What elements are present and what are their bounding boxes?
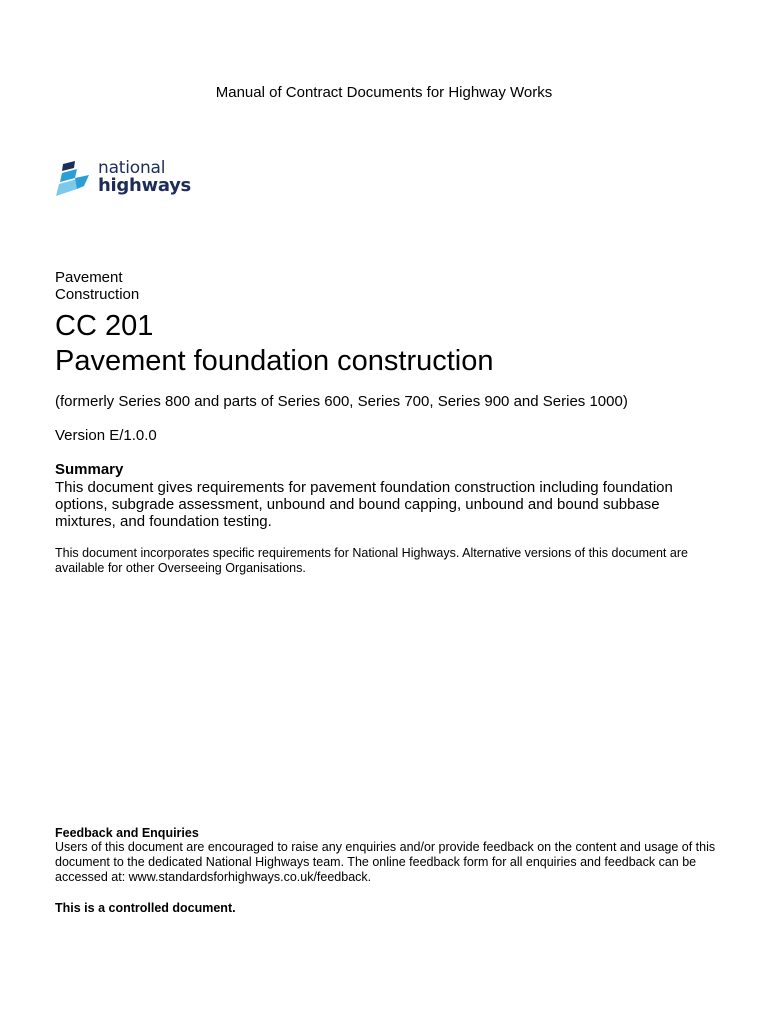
logo-mark-icon — [55, 158, 97, 202]
logo-text-highways: highways — [98, 175, 191, 196]
feedback-text: Users of this document are encouraged to raise any enquiries and/or provide feedback on the content and usage of this document to the dedicated National Highways team. The online feedback form for all enquiries and feedback can be accessed at: www.standardsforhighways.co.uk/feedback. — [55, 840, 716, 884]
formerly-note: (formerly Series 800 and parts of Series 600, Series 700, Series 900 and Series 1000) — [55, 393, 628, 410]
logo-text-national: national — [98, 158, 166, 178]
document-code: CC 201 — [55, 310, 154, 342]
document-title: Pavement foundation construction — [55, 345, 494, 377]
manual-title: Manual of Contract Documents for Highway Works — [215, 84, 553, 101]
summary-text: This document gives requirements for pavement foundation construction including foundation options, subgrade assessment, unbound and bound capping, unbound and bound subbase mixtures, and foundation testing. — [55, 479, 673, 530]
summary-heading: Summary — [55, 461, 124, 478]
category-line-2: Construction — [55, 286, 140, 303]
category-line-1: Pavement — [55, 269, 123, 286]
version-label: Version E/1.0.0 — [55, 427, 157, 444]
feedback-heading: Feedback and Enquiries — [55, 826, 199, 840]
document-category — [55, 269, 139, 303]
controlled-document-note: This is a controlled document. — [55, 901, 236, 915]
national-highways-logo — [55, 158, 200, 202]
incorporates-note: This document incorporates specific requirements for National Highways. Alternative versions of this document are available for other Overseeing Organisations. — [55, 546, 688, 575]
